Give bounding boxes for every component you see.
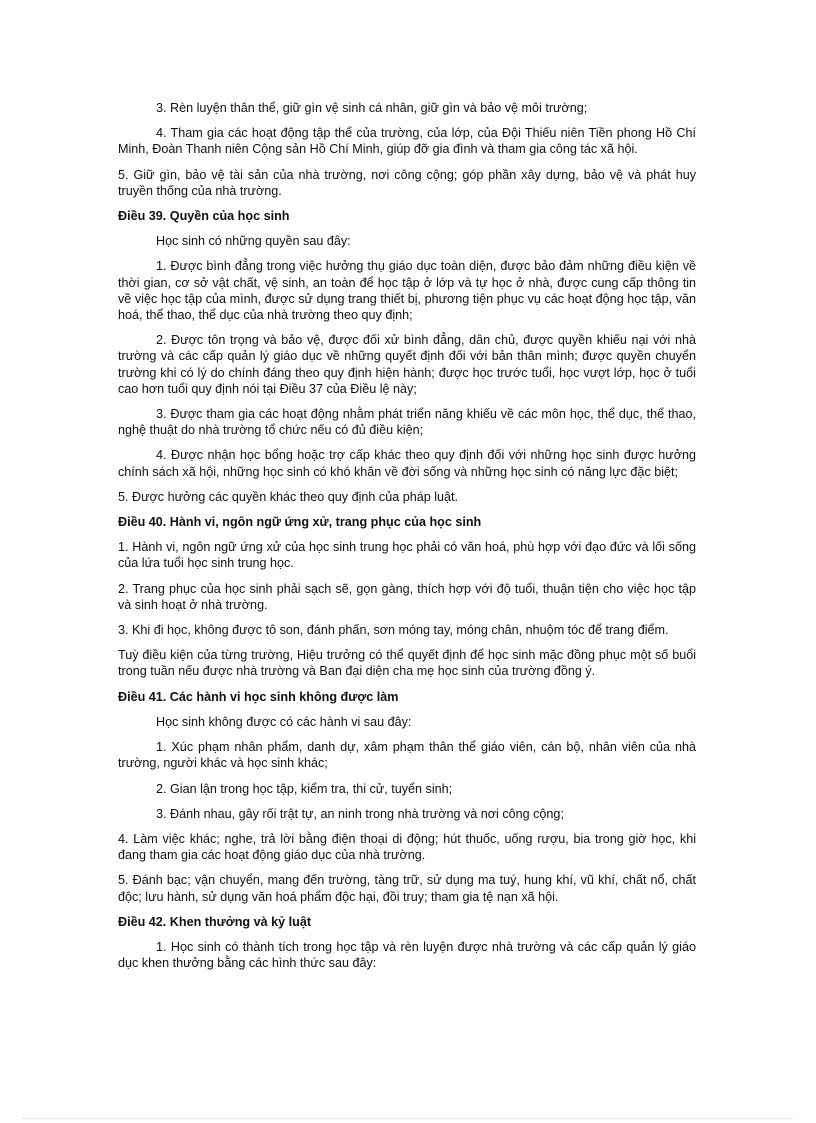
paragraph: 4. Tham gia các hoạt động tập thể của trường, của lớp, của Đội Thiếu niên Tiền phong Hồ Chí Minh, Đoàn Thanh niên Cộng sản Hồ Chí Minh, giúp đỡ gia đình và tham gia công tác xã hội.: [118, 126, 696, 157]
article-heading: Điều 39. Quyền của học sinh: [118, 209, 290, 224]
document-page: [118, 100, 696, 980]
paragraph: 3. Đánh nhau, gây rối trật tự, an ninh trong nhà trường và nơi công cộng;: [156, 806, 564, 821]
paragraph: 1. Học sinh có thành tích trong học tập và rèn luyện được nhà trường và các cấp quản lý giáo dục khen thưởng bằng các hình thức sau đây:: [118, 939, 696, 971]
paragraph: 3. Khi đi học, không được tô son, đánh phấn, sơn móng tay, móng chân, nhuộm tóc để trang điểm.: [118, 623, 669, 638]
article-heading: Điều 40. Hành vi, ngôn ngữ ứng xử, trang phục của học sinh: [118, 515, 482, 530]
article-heading: Điều 41. Các hành vi học sinh không được làm: [118, 689, 399, 704]
paragraph: 3. Được tham gia các hoạt động nhằm phát triển năng khiếu về các môn học, thể dục, thể thao, nghệ thuật do nhà trường tổ chức nếu có đủ điều kiện;: [118, 407, 696, 438]
paragraph: 1. Hành vi, ngôn ngữ ứng xử của học sinh trung học phải có văn hoá, phù hợp với đạo đức và lối sống của lứa tuổi học sinh trung học.: [118, 540, 696, 571]
paragraph: 2. Được tôn trọng và bảo vệ, được đối xử bình đẳng, dân chủ, được quyền khiếu nại với nhà trường và các cấp quản lý giáo dục về những quyết định đối với bản thân mình; được quyền chuyển trường khi có lý do chính đáng theo quy định hiện hành; được học trước tuổi, học vượt lớp, học ở tuổi cao hơn tuổi quy định nói tại Điều 37 của Điều lệ này;: [118, 333, 696, 396]
paragraph: 5. Được hưởng các quyền khác theo quy định của pháp luật.: [118, 489, 459, 504]
paragraph: Học sinh có những quyền sau đây:: [156, 234, 351, 249]
paragraph: 4. Được nhận học bổng hoặc trợ cấp khác theo quy định đối với những học sinh được hưởng chính sách xã hội, những học sinh có khó khăn về đời sống và những học sinh có năng lực đặc biệt;: [118, 448, 696, 479]
paragraph: Tuỳ điều kiện của từng trường, Hiệu trưởng có thể quyết định để học sinh mặc đồng phục một số buổi trong tuần nếu được nhà trường và Ban đại diện cha mẹ học sinh của trường đồng ý.: [118, 648, 696, 679]
paragraph: 1. Xúc phạm nhân phẩm, danh dự, xâm phạm thân thể giáo viên, cán bộ, nhân viên của nhà trường, người khác và học sinh khác;: [118, 740, 696, 771]
paragraph: 3. Rèn luyện thân thể, giữ gìn vệ sinh cá nhân, giữ gìn và bảo vệ môi trường;: [156, 101, 588, 115]
paragraph: 4. Làm việc khác; nghe, trả lời bằng điện thoại di động; hút thuốc, uống rượu, bia trong giờ học, khi đang tham gia các hoạt động giáo dục của nhà trường.: [118, 831, 696, 863]
paragraph: Học sinh không được có các hành vi sau đây:: [156, 714, 412, 729]
paragraph: 2. Gian lận trong học tập, kiểm tra, thi cử, tuyển sinh;: [156, 781, 453, 796]
paragraph: 5. Giữ gìn, bảo vệ tài sản của nhà trường, nơi công cộng; góp phần xây dựng, bảo vệ và phát huy truyền thống của nhà trường.: [118, 167, 696, 198]
paragraph: 5. Đánh bạc; vận chuyển, mang đến trường, tàng trữ, sử dụng ma tuý, hung khí, vũ khí, chất nổ, chất độc; lưu hành, sử dụng văn hoá phẩm độc hại, đồi truy; tham gia tệ nạn xã hội.: [118, 873, 696, 904]
paragraph: 2. Trang phục của học sinh phải sạch sẽ, gọn gàng, thích hợp với độ tuổi, thuận tiện cho việc học tập và sinh hoạt ở nhà trường.: [118, 581, 696, 612]
article-heading: Điều 42. Khen thưởng và kỷ luật: [118, 914, 312, 929]
page-bottom-divider: [22, 1118, 794, 1119]
paragraph: 1. Được bình đẳng trong việc hưởng thụ giáo dục toàn diện, được bảo đảm những điều kiện về thời gian, cơ sở vật chất, vệ sinh, an toàn để học tập ở lớp và tự học ở nhà, được cung cấp thông tin về việc học tập của mình, được sử dụng trang thiết bị, phương tiện phục vụ các hoạt động học tập, văn hoá, thể thao, thể dục của nhà trường theo quy định;: [118, 259, 696, 323]
